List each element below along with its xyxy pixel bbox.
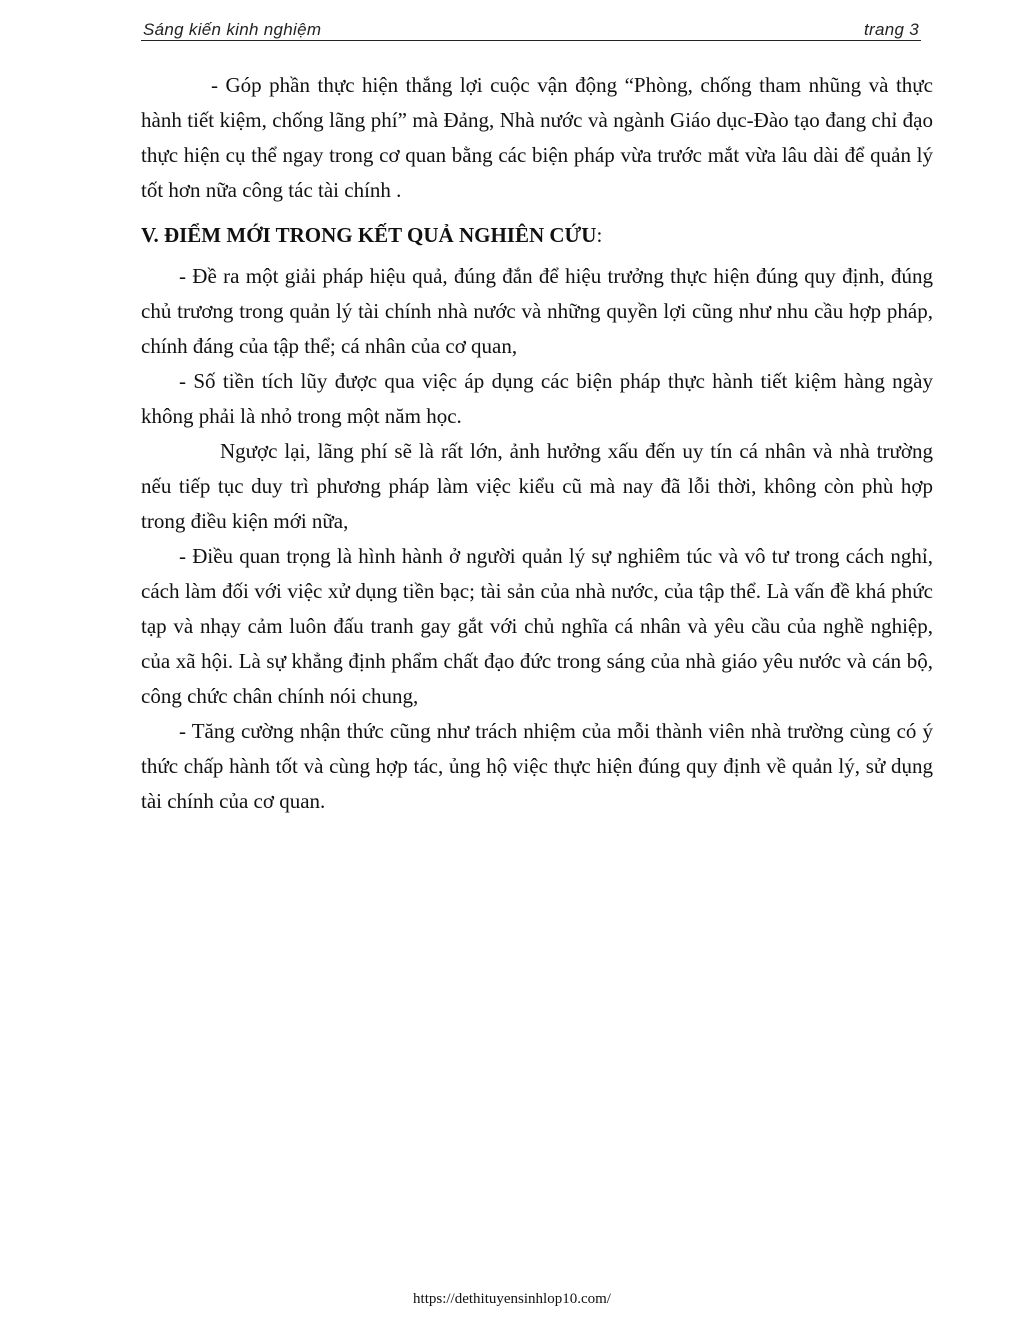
header-title: Sáng kiến kinh nghiệm	[143, 20, 322, 39]
paragraph-5: - Điều quan trọng là hình hành ở người quản lý sự nghiêm túc và vô tư trong cách nghỉ, cách làm đối với việc xử dụng tiền bạc; tài sản của nhà nước, của tập thể. Là vấn đề khá phức tạp và nhạy cảm luôn đấu tranh gay gắt với chủ nghĩa cá nhân và yêu cầu của nghề nghiệp, của xã hội. Là sự khẳng định phẩm chất đạo đức trong sáng của nhà giáo yêu nước và cán bộ, công chức chân chính nói chung,	[141, 544, 933, 708]
paragraph-1: - Góp phần thực hiện thắng lợi cuộc vận động “Phòng, chống tham nhũng và thực hành tiết kiệm, chống lãng phí” mà Đảng, Nhà nước và ngành Giáo dục-Đào tạo đang chỉ đạo thực hiện cụ thể ngay trong cơ quan bằng các biện pháp vừa trước mắt vừa lâu dài để quản lý tốt hơn nữa công tác tài chính .	[141, 73, 933, 202]
paragraph-2: - Đề ra một giải pháp hiệu quả, đúng đắn để hiệu trưởng thực hiện đúng quy định, đúng chủ trương trong quản lý tài chính nhà nước và những quyền lợi cũng như nhu cầu hợp pháp, chính đáng của tập thể; cá nhân của cơ quan,	[141, 264, 933, 358]
section-heading	[141, 218, 933, 253]
paragraph-4: Ngược lại, lãng phí sẽ là rất lớn, ảnh hưởng xấu đến uy tín cá nhân và nhà trường nếu tiếp tục duy trì phương pháp làm việc kiểu cũ mà nay đã lỗi thời, không còn phù hợp trong điều kiện mới nữa,	[141, 439, 933, 533]
paragraph-3: - Số tiền tích lũy được qua việc áp dụng các biện pháp thực hành tiết kiệm hàng ngày không phải là nhỏ trong một năm học.	[141, 369, 933, 428]
header-page-number: trang 3	[863, 20, 919, 39]
footer-url[interactable]: https://dethituyensinhlop10.com/	[413, 1291, 611, 1307]
section-heading-text: V. ĐIỂM MỚI TRONG KẾT QUẢ NGHIÊN CỨU	[141, 223, 597, 247]
section-heading-colon: :	[596, 223, 603, 247]
page-header	[141, 18, 921, 41]
paragraph-6: - Tăng cường nhận thức cũng như trách nhiệm của mỗi thành viên nhà trường cùng có ý thức chấp hành tốt và cùng hợp tác, ủng hộ việc thực hiện đúng quy định về quản lý, sử dụng tài chính của cơ quan.	[141, 719, 933, 813]
document-body	[141, 68, 933, 819]
